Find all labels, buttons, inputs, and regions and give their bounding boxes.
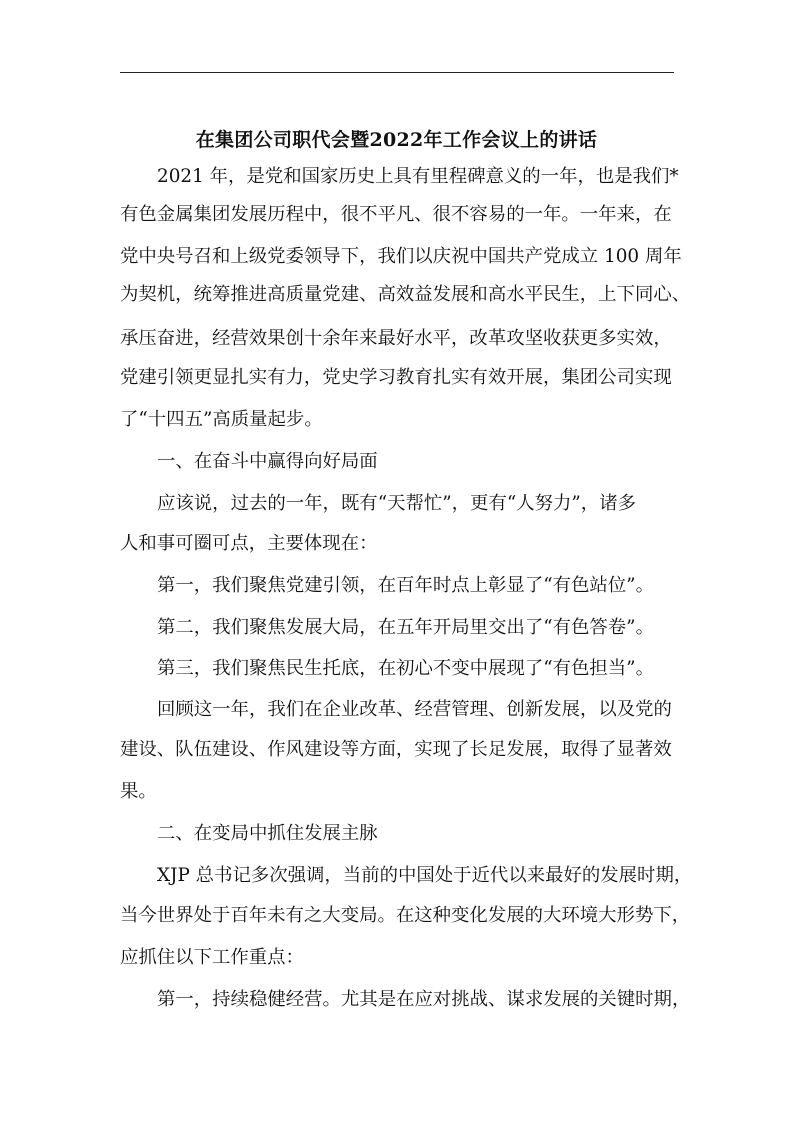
- body-line: 回顾这一年，我们在企业改革、经营管理、创新发展，以及党的: [157, 699, 672, 720]
- body-line: 第一，持续稳健经营。尤其是在应对挑战、谋求发展的关键时期，: [157, 989, 691, 1010]
- body-line: 承压奋进，经营效果创十余年来最好水平，改革攻坚收获更多实效，: [120, 328, 672, 349]
- body-line: 当今世界处于百年未有之大变局。在这种变化发展的大环境大形势下，: [120, 905, 691, 926]
- body-line: 第二，我们聚焦发展大局，在五年开局里交出了“有色答卷”。: [157, 617, 654, 638]
- section-heading: 二、在变局中抓住发展主脉: [157, 823, 378, 844]
- body-line: 党中央号召和上级党委领导下，我们以庆祝中国共产党成立 100 周年: [120, 246, 682, 267]
- body-line: 应该说，过去的一年，既有“天帮忙”，更有“人努力”，诸多: [157, 493, 636, 514]
- body-line: 应抓住以下工作重点：: [120, 947, 304, 968]
- page-title: 在集团公司职代会暨2022年工作会议上的讲话: [195, 129, 598, 151]
- section-heading: 一、在奋斗中赢得向好局面: [157, 451, 378, 472]
- body-line: 2021 年，是党和国家历史上具有里程碑意义的一年，也是我们*: [157, 166, 679, 187]
- body-line: 有色金属集团发展历程中，很不平凡、很不容易的一年。一年来，在: [120, 204, 672, 225]
- body-line: 建设、队伍建设、作风建设等方面，实现了长足发展，取得了显著效: [120, 739, 672, 760]
- body-line: 为契机，统筹推进高质量党建、高效益发展和高水平民生，上下同心、: [120, 284, 691, 305]
- header-rule: [120, 72, 674, 73]
- body-line: XJP 总书记多次强调，当前的中国处于近代以来最好的发展时期，: [157, 865, 693, 886]
- body-line: 第三，我们聚焦民生托底，在初心不变中展现了“有色担当”。: [157, 658, 654, 679]
- body-line: 了“十四五”高质量起步。: [120, 409, 323, 430]
- body-line: 第一，我们聚焦党建引领，在百年时点上彰显了“有色站位”。: [157, 575, 654, 596]
- body-line: 果。: [120, 781, 157, 802]
- body-line: 党建引领更显扎实有力，党史学习教育扎实有效开展，集团公司实现: [120, 367, 672, 388]
- body-line: 人和事可圈可点，主要体现在：: [120, 533, 378, 554]
